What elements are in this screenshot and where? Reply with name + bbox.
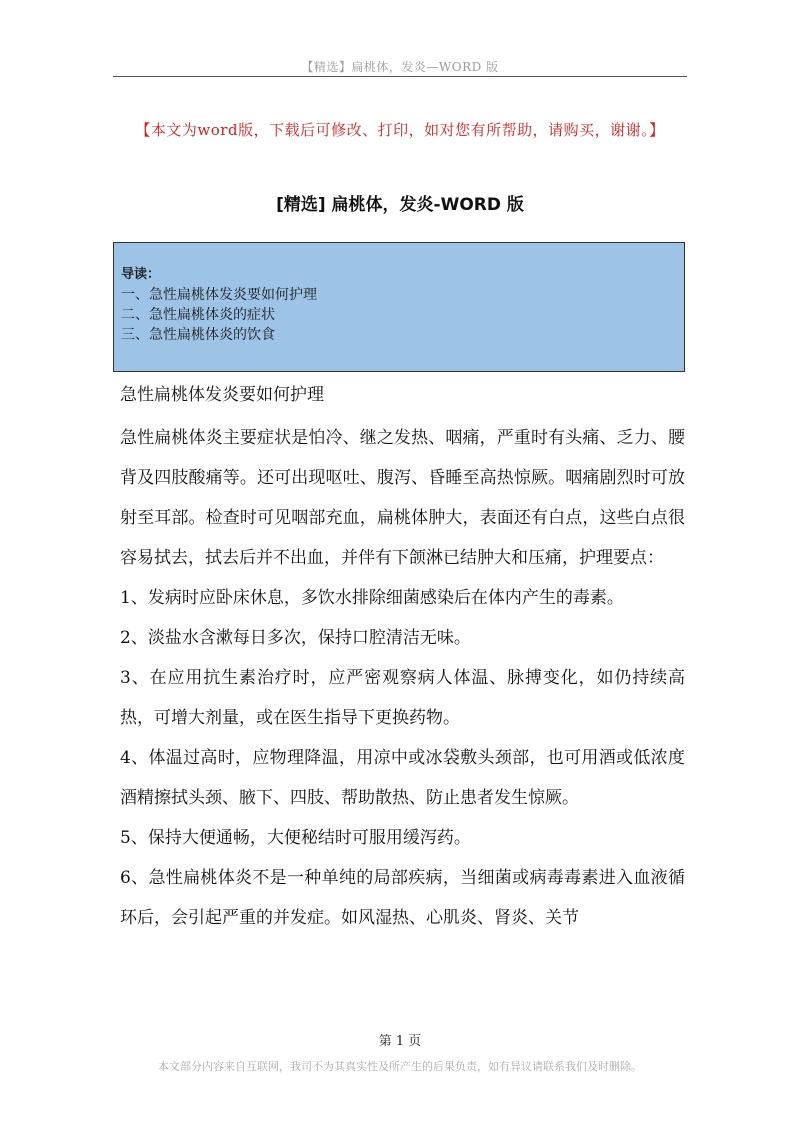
- document-title: [精选] 扁桃体，发炎-WORD 版: [276, 195, 524, 215]
- header-divider: [113, 76, 687, 77]
- paragraph-intro: 急性扁桃体炎主要症状是怕冷、继之发热、咽痛，严重时有头痛、乏力、腰背及四肢酸痛等。还可出现呕吐、腹泻、昏睡至高热惊厥。咽痛剧烈时可放射至耳部。检查时可见咽部充血，扁桃体肿大，表面还有白点，这些白点很容易拭去，拭去后并不出血，并伴有下颌淋已结肿大和压痛，护理要点：: [120, 428, 685, 568]
- guide-item-3[interactable]: 三、急性扁桃体炎的饮食: [121, 327, 275, 343]
- guide-item-1[interactable]: 一、急性扁桃体发炎要如何护理: [121, 287, 317, 303]
- paragraph-point-4: 4、体温过高时，应物理降温，用凉中或冰袋敷头颈部，也可用酒或低浓度酒精擦拭头颈、腋下、四肢、帮助散热、防止患者发生惊厥。: [120, 748, 685, 808]
- section-body: [120, 418, 685, 938]
- purchase-notice: 【本文为word版，下载后可修改、打印，如对您有所帮助，请购买，谢谢。】: [135, 121, 665, 139]
- running-header: 【精选】扁桃体，发炎—WORD 版: [301, 60, 499, 74]
- page-number: 第 1 页: [378, 1034, 422, 1049]
- paragraph-point-1: 1、发病时应卧床休息，多饮水排除细菌感染后在体内产生的毒素。: [120, 588, 624, 608]
- paragraph-point-5: 5、保持大便通畅，大便秘结时可服用缓泻药。: [120, 828, 471, 848]
- guide-label: 导读：: [121, 267, 161, 282]
- guide-box: [113, 242, 685, 372]
- section-heading: 急性扁桃体发炎要如何护理: [120, 385, 324, 405]
- paragraph-point-2: 2、淡盐水含漱每日多次，保持口腔清洁无味。: [120, 628, 471, 648]
- footer-disclaimer: 本文部分内容来自互联网，我司不为其真实性及所产生的后果负责，如有异议请联系我们及时删除。: [158, 1060, 642, 1073]
- paragraph-point-6: 6、急性扁桃体炎不是一种单纯的局部疾病，当细菌或病毒毒素进入血液循环后，会引起严重的并发症。如风湿热、心肌炎、肾炎、关节: [120, 868, 685, 928]
- guide-item-2[interactable]: 二、急性扁桃体炎的症状: [121, 307, 275, 323]
- paragraph-point-3: 3、在应用抗生素治疗时，应严密观察病人体温、脉搏变化，如仍持续高热，可增大剂量，或在医生指导下更换药物。: [120, 668, 685, 728]
